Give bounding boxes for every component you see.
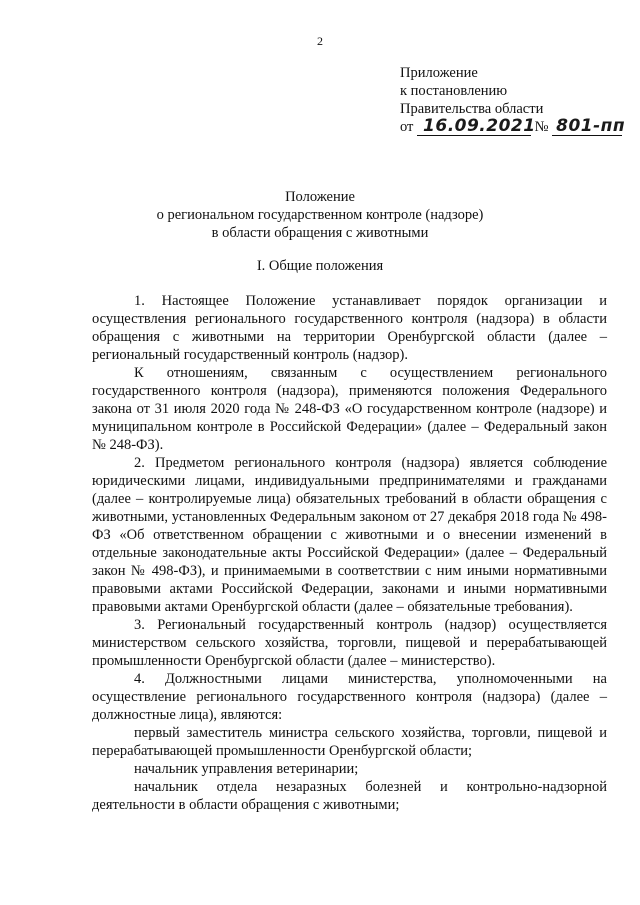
paragraph: начальник управления ветеринарии; [134,761,359,777]
appendix-line-3: Правительства области [400,101,544,117]
document-body [92,292,607,814]
appendix-line-2: к постановлению [400,83,508,99]
section-heading: I. Общие положения [256,258,384,274]
appendix-block [400,64,626,136]
paragraph: 3. Региональный государственный контроль (надзор) осуществляется министерством сельского хозяйства, торговли, пищевой и перерабатывающей промышленности Оренбургской области (далее – министерство). [92,617,607,669]
document-title [0,188,640,242]
paragraph: 4. Должностными лицами министерства, уполномоченными на осуществление регионального государственного контроля (надзора) (далее – должностные лица), являются: [92,671,607,723]
appendix-date-line [400,116,626,136]
paragraph: К отношениям, связанным с осуществлением регионального государственного контроля (надзора), применяются положения Федерального закона от 31 июля 2020 года № 248-ФЗ «О государственном контроле (надзоре) и муниципальном контроле в Российской Федерации» (далее – Федеральный закон № 248-ФЗ). [92,365,607,453]
date-prefix: от [400,119,414,135]
title-line-2: о региональном государственном контроле (надзоре) [156,207,484,223]
appendix-line-1: Приложение [400,65,478,81]
paragraph: 2. Предметом регионального контроля (надзора) является соблюдение юридическими лицами, индивидуальными предпринимателями и гражданами (далее – контролируемые лица) обязательных требований в области обращения с животными, установленных Федеральным законом от 27 декабря 2018 года № 498-ФЗ «Об ответственном обращении с животными и о внесении изменений в отдельные законодательные акты Российской Федерации» (далее – Федеральный закон № 498-ФЗ), и принимаемыми в соответствии с ним иными нормативными правовыми актами Российской Федерации, законами и иными нормативными правовыми актами Оренбургской области (далее – обязательные требования). [92,455,607,615]
handwritten-number: 801-пп [556,116,626,136]
title-line-3: в области обращения с животными [211,225,429,241]
paragraph: 1. Настоящее Положение устанавливает порядок организации и осуществления регионального государственного контроля (надзора) в области обращения с животными на территории Оренбургской области (далее – региональный государственный контроль (надзор). [92,293,607,363]
number-prefix: № [534,119,549,135]
paragraph: первый заместитель министра сельского хозяйства, торговли, пищевой и перерабатывающей промышленности Оренбургской области; [92,725,607,759]
paragraph: начальник отдела незаразных болезней и контрольно-надзорной деятельности в области обращения с животными; [92,779,607,813]
page-number: 2 [317,34,323,48]
title-line-1: Положение [285,189,355,205]
handwritten-date: 16.09.2021 [423,116,536,136]
